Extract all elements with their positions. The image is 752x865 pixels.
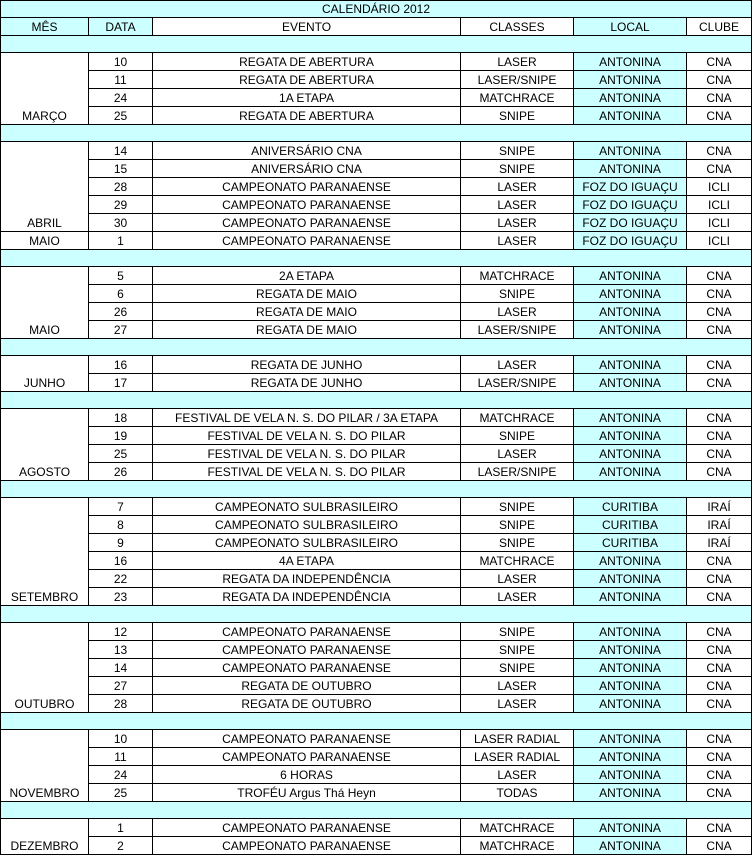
clube-cell: CNA bbox=[687, 160, 752, 178]
classe-cell: SNIPE bbox=[461, 534, 574, 552]
month-cell: SETEMBRO bbox=[1, 498, 89, 606]
clube-cell: CNA bbox=[687, 107, 752, 125]
header-mes: MÊS bbox=[1, 18, 89, 36]
clube-cell: IRAÍ bbox=[687, 534, 752, 552]
local-cell: ANTONINA bbox=[574, 160, 687, 178]
local-cell: CURITIBA bbox=[574, 516, 687, 534]
evento-cell: REGATA DE MAIO bbox=[153, 285, 461, 303]
data-cell: 9 bbox=[89, 534, 153, 552]
local-cell: ANTONINA bbox=[574, 695, 687, 713]
table-row bbox=[1, 534, 752, 552]
clube-cell: CNA bbox=[687, 142, 752, 160]
separator-row bbox=[1, 250, 752, 267]
evento-cell: FESTIVAL DE VELA N. S. DO PILAR / 3A ETAPA bbox=[153, 409, 461, 427]
separator-cell bbox=[1, 713, 752, 730]
separator-cell bbox=[1, 481, 752, 498]
evento-cell: REGATA DE JUNHO bbox=[153, 356, 461, 374]
table-row bbox=[1, 409, 752, 427]
local-cell: ANTONINA bbox=[574, 409, 687, 427]
table-row bbox=[1, 819, 752, 837]
clube-cell: CNA bbox=[687, 374, 752, 392]
evento-cell: FESTIVAL DE VELA N. S. DO PILAR bbox=[153, 463, 461, 481]
local-cell: ANTONINA bbox=[574, 267, 687, 285]
local-cell: ANTONINA bbox=[574, 819, 687, 837]
table-row bbox=[1, 570, 752, 588]
clube-cell: CNA bbox=[687, 463, 752, 481]
data-cell: 24 bbox=[89, 766, 153, 784]
classe-cell: LASER bbox=[461, 445, 574, 463]
classe-cell: MATCHRACE bbox=[461, 819, 574, 837]
data-cell: 19 bbox=[89, 427, 153, 445]
data-cell: 5 bbox=[89, 267, 153, 285]
classe-cell: SNIPE bbox=[461, 427, 574, 445]
table-row bbox=[1, 321, 752, 339]
local-cell: ANTONINA bbox=[574, 321, 687, 339]
data-cell: 24 bbox=[89, 89, 153, 107]
data-cell: 27 bbox=[89, 321, 153, 339]
data-cell: 28 bbox=[89, 695, 153, 713]
classe-cell: LASER bbox=[461, 677, 574, 695]
local-cell: FOZ DO IGUAÇU bbox=[574, 178, 687, 196]
clube-cell: CNA bbox=[687, 819, 752, 837]
separator-cell bbox=[1, 802, 752, 819]
classe-cell: LASER bbox=[461, 178, 574, 196]
clube-cell: CNA bbox=[687, 766, 752, 784]
evento-cell: CAMPEONATO PARANAENSE bbox=[153, 623, 461, 641]
table-row bbox=[1, 89, 752, 107]
data-cell: 29 bbox=[89, 196, 153, 214]
table-row bbox=[1, 748, 752, 766]
classe-cell: MATCHRACE bbox=[461, 267, 574, 285]
data-cell: 27 bbox=[89, 677, 153, 695]
local-cell: ANTONINA bbox=[574, 588, 687, 606]
classe-cell: SNIPE bbox=[461, 160, 574, 178]
data-cell: 23 bbox=[89, 588, 153, 606]
evento-cell: FESTIVAL DE VELA N. S. DO PILAR bbox=[153, 427, 461, 445]
data-cell: 16 bbox=[89, 356, 153, 374]
local-cell: ANTONINA bbox=[574, 53, 687, 71]
data-cell: 14 bbox=[89, 142, 153, 160]
table-row bbox=[1, 178, 752, 196]
month-cell: AGOSTO bbox=[1, 409, 89, 481]
clube-cell: CNA bbox=[687, 71, 752, 89]
local-cell: ANTONINA bbox=[574, 356, 687, 374]
clube-cell: CNA bbox=[687, 623, 752, 641]
classe-cell: MATCHRACE bbox=[461, 837, 574, 855]
clube-cell: IRAÍ bbox=[687, 516, 752, 534]
table-row bbox=[1, 356, 752, 374]
local-cell: ANTONINA bbox=[574, 659, 687, 677]
table-row bbox=[1, 498, 752, 516]
data-cell: 11 bbox=[89, 748, 153, 766]
clube-cell: CNA bbox=[687, 445, 752, 463]
local-cell: ANTONINA bbox=[574, 71, 687, 89]
month-cell: MAIO bbox=[1, 267, 89, 339]
evento-cell: 2A ETAPA bbox=[153, 267, 461, 285]
clube-cell: CNA bbox=[687, 53, 752, 71]
data-cell: 18 bbox=[89, 409, 153, 427]
data-cell: 30 bbox=[89, 214, 153, 232]
data-cell: 2 bbox=[89, 837, 153, 855]
table-row bbox=[1, 285, 752, 303]
evento-cell: CAMPEONATO PARANAENSE bbox=[153, 232, 461, 250]
month-cell: MAIO bbox=[1, 232, 89, 250]
header-evento: EVENTO bbox=[153, 18, 461, 36]
data-cell: 7 bbox=[89, 498, 153, 516]
clube-cell: CNA bbox=[687, 588, 752, 606]
separator-cell bbox=[1, 392, 752, 409]
local-cell: ANTONINA bbox=[574, 552, 687, 570]
month-cell: ABRIL bbox=[1, 142, 89, 232]
local-cell: ANTONINA bbox=[574, 463, 687, 481]
separator-row bbox=[1, 481, 752, 498]
evento-cell: CAMPEONATO SULBRASILEIRO bbox=[153, 498, 461, 516]
clube-cell: CNA bbox=[687, 659, 752, 677]
table-row bbox=[1, 267, 752, 285]
data-cell: 11 bbox=[89, 71, 153, 89]
evento-cell: CAMPEONATO PARANAENSE bbox=[153, 214, 461, 232]
evento-cell: 4A ETAPA bbox=[153, 552, 461, 570]
evento-cell: CAMPEONATO SULBRASILEIRO bbox=[153, 516, 461, 534]
data-cell: 14 bbox=[89, 659, 153, 677]
local-cell: ANTONINA bbox=[574, 766, 687, 784]
local-cell: FOZ DO IGUAÇU bbox=[574, 232, 687, 250]
local-cell: ANTONINA bbox=[574, 570, 687, 588]
table-row bbox=[1, 463, 752, 481]
evento-cell: REGATA DA INDEPENDÊNCIA bbox=[153, 570, 461, 588]
clube-cell: ICLI bbox=[687, 196, 752, 214]
header-row bbox=[1, 18, 752, 36]
separator-cell bbox=[1, 125, 752, 142]
data-cell: 25 bbox=[89, 784, 153, 802]
evento-cell: TROFÉU Argus Thá Heyn bbox=[153, 784, 461, 802]
evento-cell: REGATA DE OUTUBRO bbox=[153, 677, 461, 695]
classe-cell: LASER bbox=[461, 53, 574, 71]
classe-cell: LASER/SNIPE bbox=[461, 374, 574, 392]
classe-cell: SNIPE bbox=[461, 107, 574, 125]
evento-cell: REGATA DE ABERTURA bbox=[153, 107, 461, 125]
table-row bbox=[1, 160, 752, 178]
classe-cell: MATCHRACE bbox=[461, 89, 574, 107]
evento-cell: REGATA DE MAIO bbox=[153, 321, 461, 339]
classe-cell: LASER bbox=[461, 232, 574, 250]
table-row bbox=[1, 196, 752, 214]
evento-cell: CAMPEONATO PARANAENSE bbox=[153, 819, 461, 837]
local-cell: ANTONINA bbox=[574, 784, 687, 802]
header-clube: CLUBE bbox=[687, 18, 752, 36]
evento-cell: CAMPEONATO PARANAENSE bbox=[153, 196, 461, 214]
clube-cell: CNA bbox=[687, 321, 752, 339]
evento-cell: REGATA DE ABERTURA bbox=[153, 53, 461, 71]
clube-cell: IRAÍ bbox=[687, 498, 752, 516]
data-cell: 10 bbox=[89, 730, 153, 748]
local-cell: ANTONINA bbox=[574, 285, 687, 303]
table-row bbox=[1, 784, 752, 802]
evento-cell: CAMPEONATO PARANAENSE bbox=[153, 748, 461, 766]
classe-cell: LASER RADIAL bbox=[461, 748, 574, 766]
clube-cell: CNA bbox=[687, 730, 752, 748]
month-cell: MARÇO bbox=[1, 53, 89, 125]
clube-cell: CNA bbox=[687, 695, 752, 713]
local-cell: ANTONINA bbox=[574, 748, 687, 766]
separator-cell bbox=[1, 36, 752, 53]
local-cell: ANTONINA bbox=[574, 142, 687, 160]
data-cell: 25 bbox=[89, 445, 153, 463]
calendar-title: CALENDÁRIO 2012 bbox=[1, 1, 752, 18]
clube-cell: CNA bbox=[687, 570, 752, 588]
table-row bbox=[1, 142, 752, 160]
local-cell: ANTONINA bbox=[574, 641, 687, 659]
separator-row bbox=[1, 339, 752, 356]
data-cell: 1 bbox=[89, 819, 153, 837]
clube-cell: CNA bbox=[687, 837, 752, 855]
local-cell: ANTONINA bbox=[574, 445, 687, 463]
evento-cell: REGATA DA INDEPENDÊNCIA bbox=[153, 588, 461, 606]
classe-cell: MATCHRACE bbox=[461, 552, 574, 570]
evento-cell: CAMPEONATO SULBRASILEIRO bbox=[153, 534, 461, 552]
evento-cell: CAMPEONATO PARANAENSE bbox=[153, 178, 461, 196]
data-cell: 28 bbox=[89, 178, 153, 196]
evento-cell: REGATA DE JUNHO bbox=[153, 374, 461, 392]
separator-cell bbox=[1, 606, 752, 623]
separator-row bbox=[1, 125, 752, 142]
local-cell: ANTONINA bbox=[574, 677, 687, 695]
evento-cell: CAMPEONATO PARANAENSE bbox=[153, 659, 461, 677]
data-cell: 16 bbox=[89, 552, 153, 570]
separator-row bbox=[1, 802, 752, 819]
local-cell: ANTONINA bbox=[574, 730, 687, 748]
classe-cell: SNIPE bbox=[461, 142, 574, 160]
classe-cell: LASER bbox=[461, 695, 574, 713]
table-row bbox=[1, 730, 752, 748]
evento-cell: CAMPEONATO PARANAENSE bbox=[153, 730, 461, 748]
classe-cell: LASER/SNIPE bbox=[461, 463, 574, 481]
clube-cell: ICLI bbox=[687, 178, 752, 196]
month-cell: NOVEMBRO bbox=[1, 730, 89, 802]
data-cell: 12 bbox=[89, 623, 153, 641]
separator-row bbox=[1, 713, 752, 730]
data-cell: 15 bbox=[89, 160, 153, 178]
table-row bbox=[1, 641, 752, 659]
table-row bbox=[1, 695, 752, 713]
classe-cell: SNIPE bbox=[461, 659, 574, 677]
separator-cell bbox=[1, 339, 752, 356]
table-row bbox=[1, 232, 752, 250]
classe-cell: SNIPE bbox=[461, 516, 574, 534]
clube-cell: CNA bbox=[687, 267, 752, 285]
separator-row bbox=[1, 392, 752, 409]
table-row bbox=[1, 214, 752, 232]
data-cell: 25 bbox=[89, 107, 153, 125]
classe-cell: LASER bbox=[461, 570, 574, 588]
clube-cell: ICLI bbox=[687, 214, 752, 232]
clube-cell: CNA bbox=[687, 784, 752, 802]
table-row bbox=[1, 71, 752, 89]
table-row bbox=[1, 766, 752, 784]
classe-cell: LASER/SNIPE bbox=[461, 71, 574, 89]
data-cell: 1 bbox=[89, 232, 153, 250]
classe-cell: SNIPE bbox=[461, 623, 574, 641]
classe-cell: LASER bbox=[461, 356, 574, 374]
header-data: DATA bbox=[89, 18, 153, 36]
classe-cell: LASER/SNIPE bbox=[461, 321, 574, 339]
local-cell: FOZ DO IGUAÇU bbox=[574, 196, 687, 214]
clube-cell: CNA bbox=[687, 552, 752, 570]
classe-cell: MATCHRACE bbox=[461, 409, 574, 427]
evento-cell: FESTIVAL DE VELA N. S. DO PILAR bbox=[153, 445, 461, 463]
local-cell: CURITIBA bbox=[574, 498, 687, 516]
local-cell: FOZ DO IGUAÇU bbox=[574, 214, 687, 232]
classe-cell: LASER bbox=[461, 214, 574, 232]
month-cell: OUTUBRO bbox=[1, 623, 89, 713]
classe-cell: SNIPE bbox=[461, 641, 574, 659]
clube-cell: CNA bbox=[687, 89, 752, 107]
clube-cell: CNA bbox=[687, 427, 752, 445]
local-cell: ANTONINA bbox=[574, 89, 687, 107]
table-row bbox=[1, 445, 752, 463]
local-cell: ANTONINA bbox=[574, 837, 687, 855]
table-row bbox=[1, 552, 752, 570]
classe-cell: TODAS bbox=[461, 784, 574, 802]
separator-row bbox=[1, 36, 752, 53]
month-cell: DEZEMBRO bbox=[1, 819, 89, 855]
local-cell: ANTONINA bbox=[574, 107, 687, 125]
table-row bbox=[1, 659, 752, 677]
data-cell: 10 bbox=[89, 53, 153, 71]
table-row bbox=[1, 53, 752, 71]
evento-cell: 6 HORAS bbox=[153, 766, 461, 784]
data-cell: 13 bbox=[89, 641, 153, 659]
clube-cell: CNA bbox=[687, 285, 752, 303]
classe-cell: LASER bbox=[461, 766, 574, 784]
table-row bbox=[1, 837, 752, 855]
evento-cell: CAMPEONATO PARANAENSE bbox=[153, 837, 461, 855]
table-row bbox=[1, 677, 752, 695]
classe-cell: LASER bbox=[461, 588, 574, 606]
local-cell: ANTONINA bbox=[574, 303, 687, 321]
evento-cell: CAMPEONATO PARANAENSE bbox=[153, 641, 461, 659]
classe-cell: LASER bbox=[461, 196, 574, 214]
clube-cell: CNA bbox=[687, 677, 752, 695]
evento-cell: REGATA DE ABERTURA bbox=[153, 71, 461, 89]
month-cell: JUNHO bbox=[1, 356, 89, 392]
data-cell: 6 bbox=[89, 285, 153, 303]
local-cell: CURITIBA bbox=[574, 534, 687, 552]
data-cell: 8 bbox=[89, 516, 153, 534]
clube-cell: CNA bbox=[687, 641, 752, 659]
clube-cell: CNA bbox=[687, 356, 752, 374]
classe-cell: SNIPE bbox=[461, 498, 574, 516]
table-row bbox=[1, 303, 752, 321]
classe-cell: LASER RADIAL bbox=[461, 730, 574, 748]
clube-cell: CNA bbox=[687, 409, 752, 427]
table-row bbox=[1, 427, 752, 445]
header-classes: CLASSES bbox=[461, 18, 574, 36]
classe-cell: LASER bbox=[461, 303, 574, 321]
calendar-body bbox=[1, 36, 752, 855]
table-row bbox=[1, 374, 752, 392]
data-cell: 17 bbox=[89, 374, 153, 392]
evento-cell: ANIVERSÁRIO CNA bbox=[153, 142, 461, 160]
table-row bbox=[1, 516, 752, 534]
table-row bbox=[1, 623, 752, 641]
clube-cell: CNA bbox=[687, 303, 752, 321]
header-local: LOCAL bbox=[574, 18, 687, 36]
evento-cell: REGATA DE OUTUBRO bbox=[153, 695, 461, 713]
evento-cell: REGATA DE MAIO bbox=[153, 303, 461, 321]
evento-cell: 1A ETAPA bbox=[153, 89, 461, 107]
local-cell: ANTONINA bbox=[574, 374, 687, 392]
table-row bbox=[1, 107, 752, 125]
data-cell: 26 bbox=[89, 303, 153, 321]
local-cell: ANTONINA bbox=[574, 427, 687, 445]
table-row bbox=[1, 588, 752, 606]
separator-row bbox=[1, 606, 752, 623]
local-cell: ANTONINA bbox=[574, 623, 687, 641]
clube-cell: CNA bbox=[687, 748, 752, 766]
evento-cell: ANIVERSÁRIO CNA bbox=[153, 160, 461, 178]
classe-cell: SNIPE bbox=[461, 285, 574, 303]
data-cell: 26 bbox=[89, 463, 153, 481]
data-cell: 22 bbox=[89, 570, 153, 588]
separator-cell bbox=[1, 250, 752, 267]
clube-cell: ICLI bbox=[687, 232, 752, 250]
